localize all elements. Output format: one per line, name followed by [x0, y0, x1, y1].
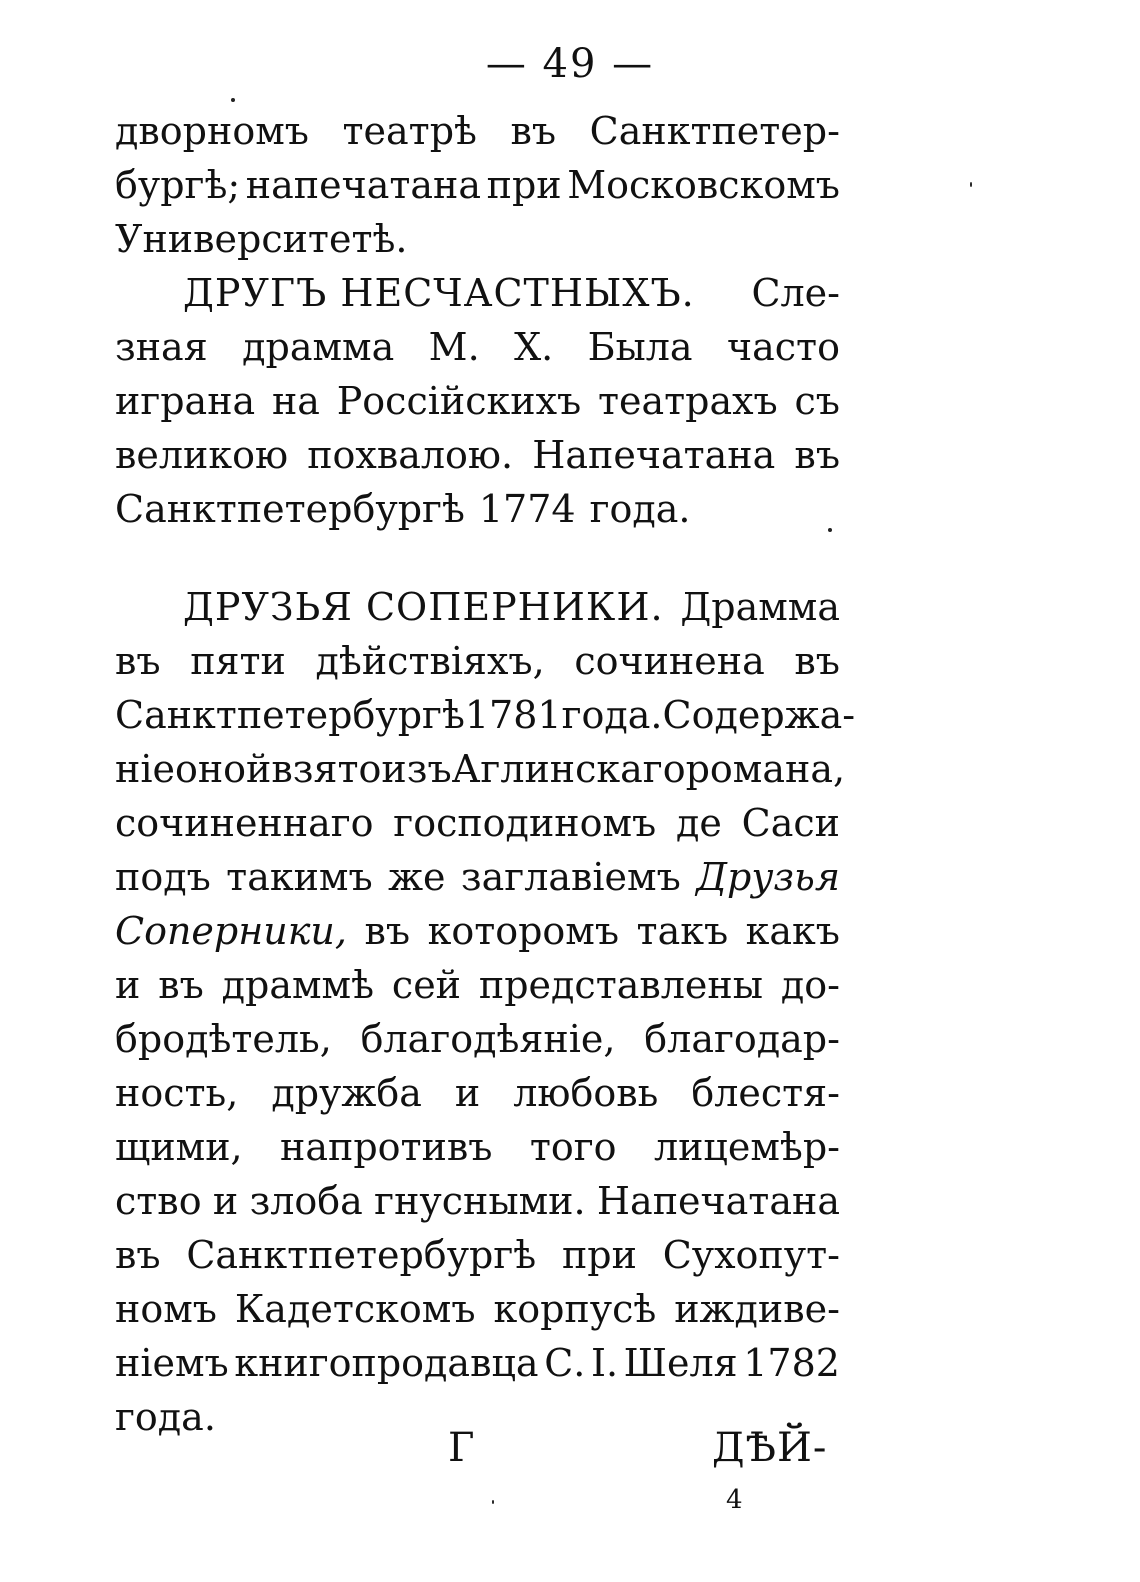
word: ность,: [115, 1071, 239, 1115]
paragraph-continuation: [115, 104, 840, 266]
word: 1774: [478, 487, 576, 531]
word: ніемъ: [115, 1341, 229, 1385]
text-line: [115, 688, 856, 742]
word: Санктпетербургѣ: [186, 1233, 537, 1277]
text-line: [115, 104, 840, 158]
word: Саси: [741, 801, 840, 845]
word: такимъ: [226, 855, 373, 899]
text-line: [115, 958, 840, 1012]
word: Драмма: [680, 585, 840, 629]
text-line: [115, 1120, 840, 1174]
word: въ: [794, 433, 840, 477]
word: дружба: [271, 1071, 422, 1115]
scan-speck: [231, 98, 235, 102]
text-line: [115, 158, 840, 212]
word: подъ: [115, 855, 211, 899]
word: ніе: [115, 747, 175, 791]
word: Санктпетер-: [589, 109, 840, 153]
word: которомъ: [427, 909, 620, 953]
text-line: [115, 796, 840, 850]
word: драммѣ: [221, 963, 375, 1007]
word: играна: [115, 379, 256, 423]
text-line: [115, 374, 840, 428]
catchword: ДѢЙ-: [712, 1425, 828, 1471]
text-line: [115, 634, 840, 688]
text-line: [115, 1228, 840, 1282]
text-line: [115, 1012, 840, 1066]
word: книгопродавца: [234, 1341, 539, 1385]
scan-speck: [492, 1500, 494, 1504]
text-line: [115, 428, 840, 482]
word: Аглинскаго: [451, 747, 686, 791]
word: съ: [794, 379, 840, 423]
word: напротивъ: [280, 1125, 493, 1169]
word: въ: [115, 639, 161, 683]
entry-title: ДРУГЪ НЕСЧАСТНЫХЪ.: [183, 271, 695, 315]
word: блестя-: [691, 1071, 840, 1115]
word: и: [212, 1179, 239, 1223]
word: того: [529, 1125, 617, 1169]
word: Россійскихъ: [336, 379, 582, 423]
page-number: — 49 —: [485, 41, 655, 87]
word: ство: [115, 1179, 202, 1223]
word: С.: [544, 1341, 586, 1385]
word: до-: [780, 963, 840, 1007]
word: такъ: [636, 909, 729, 953]
word: заглавіемъ: [460, 855, 681, 899]
word: въ: [510, 109, 557, 153]
word: сочинена: [574, 639, 765, 683]
text-line: [115, 266, 840, 320]
word: Шеля: [623, 1341, 738, 1385]
word: 1782: [743, 1341, 840, 1385]
word: Х.: [514, 325, 554, 369]
word: Напечатана: [532, 433, 776, 477]
word: господиномъ: [393, 801, 657, 845]
word: 1781: [464, 693, 562, 737]
text-line: [115, 1336, 840, 1390]
scan-speck: [828, 528, 832, 532]
word: корпусѣ: [493, 1287, 657, 1331]
word: дворномъ: [115, 109, 309, 153]
word: де: [675, 801, 722, 845]
scan-speck: [970, 182, 972, 187]
word: часто: [726, 325, 840, 369]
sheet-number: 4: [726, 1485, 743, 1515]
text-line: [115, 850, 840, 904]
word: какъ: [745, 909, 840, 953]
word: напечатана: [245, 163, 482, 207]
word: театрѣ: [342, 109, 477, 153]
word: зная: [115, 325, 208, 369]
word: драмма: [242, 325, 395, 369]
word: года.: [561, 693, 663, 737]
word: щими,: [115, 1125, 243, 1169]
word: номъ: [115, 1287, 217, 1331]
word: въ: [115, 1233, 161, 1277]
word: же: [388, 855, 446, 899]
entry-drug-neschastnykh: [115, 266, 840, 536]
word: года.: [589, 487, 691, 531]
word: Московскомъ: [567, 163, 840, 207]
word: и: [454, 1071, 481, 1115]
word: пяти: [190, 639, 286, 683]
text-line: [115, 1174, 840, 1228]
word: лицемѣр-: [653, 1125, 840, 1169]
word: Напечатана: [596, 1179, 840, 1223]
word: дѣйствіяхъ,: [315, 639, 545, 683]
signature-mark: Г: [448, 1425, 475, 1471]
word: Была: [587, 325, 693, 369]
word: благодар-: [644, 1017, 840, 1061]
text-line: [115, 742, 846, 796]
text-line: [115, 320, 840, 374]
word: Санктпетербургѣ: [115, 487, 465, 531]
word: на: [271, 379, 320, 423]
word: въ: [364, 909, 411, 953]
entry-title: ДРУЗЬЯ СОПЕРНИКИ.: [183, 585, 664, 629]
word: театрахъ: [597, 379, 778, 423]
word: благодѣяніе,: [360, 1017, 616, 1061]
text-line: [115, 212, 840, 266]
text-line: [115, 904, 840, 958]
text-line: [115, 1282, 840, 1336]
word: гнусными.: [374, 1179, 586, 1223]
word: І.: [590, 1341, 619, 1385]
word: Сле-: [751, 271, 840, 315]
word: при: [486, 163, 562, 207]
word: Университетѣ.: [115, 217, 408, 261]
word: сей: [391, 963, 462, 1007]
word: великою: [115, 433, 289, 477]
word: М.: [428, 325, 480, 369]
italic-title-word: Соперники,: [115, 909, 347, 953]
word: Кадетскомъ: [234, 1287, 476, 1331]
word: любовь: [513, 1071, 659, 1115]
word: при: [561, 1233, 637, 1277]
word: въ: [158, 963, 204, 1007]
text-line: [115, 482, 840, 536]
italic-title-word: Друзья: [696, 855, 840, 899]
word: взято: [271, 747, 382, 791]
word: Содержа-: [662, 693, 856, 737]
word: бродѣтель,: [115, 1017, 332, 1061]
word: изъ: [381, 747, 452, 791]
word: оной: [174, 747, 272, 791]
word: сочиненнаго: [115, 801, 374, 845]
text-line: [115, 1066, 840, 1120]
word: представлены: [478, 963, 763, 1007]
word: и: [115, 963, 141, 1007]
word: Сухопут-: [662, 1233, 840, 1277]
word: иждиве-: [674, 1287, 840, 1331]
entry-druzya-soperniki: [115, 580, 856, 1444]
word: похвалою.: [307, 433, 514, 477]
word: въ: [794, 639, 840, 683]
text-line: [115, 580, 840, 634]
word: года.: [115, 1395, 216, 1439]
word: злоба: [249, 1179, 363, 1223]
word: романа,: [685, 747, 846, 791]
word: Санктпетербургѣ: [115, 693, 465, 737]
word: бургѣ;: [115, 163, 241, 207]
